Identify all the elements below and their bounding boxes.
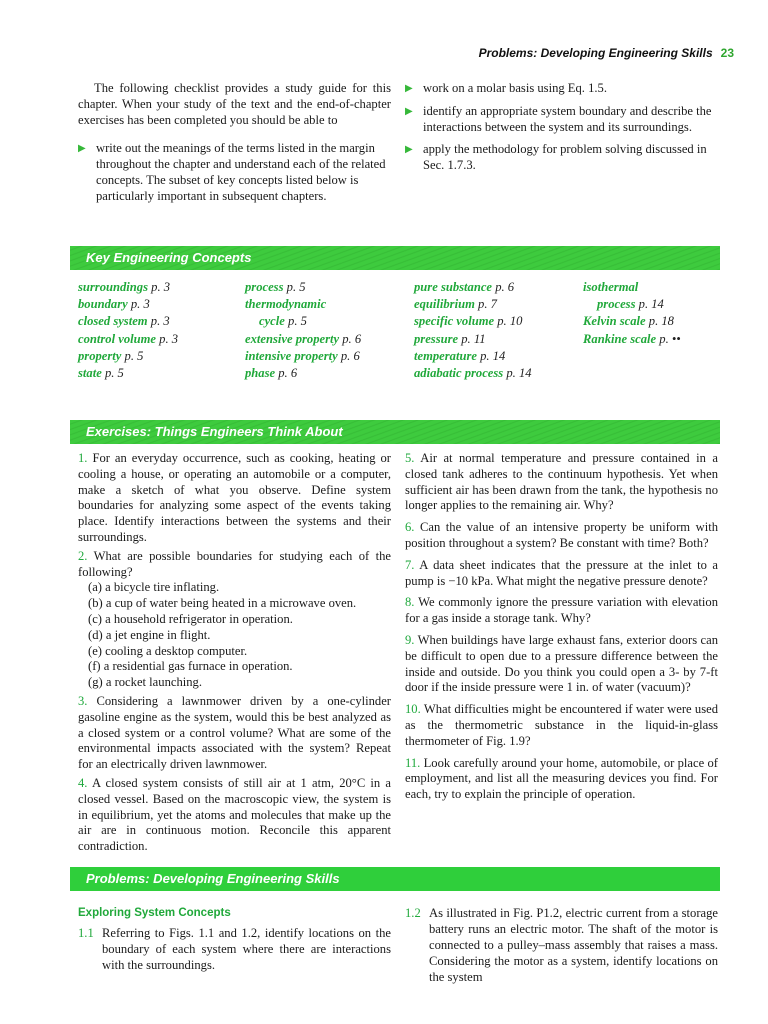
- exercise-text: Can the value of an intensive property be uniform with position throughout a system? Be constant with time? Both?: [405, 520, 718, 550]
- exercise-item: [405, 633, 718, 696]
- concept-page: p. 3: [130, 297, 150, 312]
- problems-right-column: [405, 905, 718, 985]
- exercise-text: We commonly ignore the pressure variation with elevation for a gas inside a storage tank. Why?: [405, 595, 719, 626]
- concept-page: p. 10: [497, 314, 523, 329]
- intro-right-column: [405, 80, 718, 179]
- concept-entry: [583, 296, 681, 313]
- exercise-number: 11.: [405, 755, 421, 770]
- concept-term: pressure: [414, 331, 459, 346]
- exercises-banner: Exercises: Things Engineers Think About: [70, 420, 720, 444]
- concept-entry: [245, 279, 361, 296]
- exercise-subitem: (g) a rocket launching.: [88, 675, 202, 690]
- bullet-text: work on a molar basis using Eq. 1.5.: [423, 81, 607, 95]
- exercise-item: [78, 451, 391, 546]
- exercise-number: 3.: [78, 693, 88, 708]
- exercise-number: 6.: [405, 520, 415, 535]
- concept-term: phase: [245, 366, 276, 381]
- exercise-item: [405, 756, 718, 803]
- concept-term: surroundings: [78, 280, 149, 294]
- exercise-item: [405, 520, 718, 552]
- exercise-subitem: (f) a residential gas furnace in operation.: [88, 659, 293, 674]
- concept-page: p. 6: [495, 280, 515, 294]
- exercise-subitem: (e) cooling a desktop computer.: [88, 643, 248, 658]
- exercise-text: Considering a lawnmower driven by a one-cylinder gasoline engine as the system, would this be best analyzed as a closed system or a control volume? What are some of the environmental impacts associated with the system? Repeat for an electrically driven lawnmower.: [78, 693, 391, 772]
- concept-term: Rankine scale: [583, 331, 657, 346]
- concept-page: p. 7: [478, 297, 497, 312]
- concept-entry: [245, 348, 361, 365]
- triangle-bullet-icon: ▶: [405, 106, 413, 117]
- concepts-column-3: [414, 279, 532, 382]
- concept-entry: [583, 279, 681, 296]
- exercises-left-column: [78, 451, 391, 858]
- exercise-text: What difficulties might be encountered if water were used as the thermometric substance in the liquid-in-glass thermometer of Fig. 1.9?: [405, 702, 719, 748]
- concept-term: process: [597, 297, 636, 312]
- concept-term: pure substance: [414, 280, 493, 294]
- concept-page: p. 3: [159, 331, 179, 346]
- concept-entry: [414, 365, 532, 382]
- page-number: 23: [720, 46, 734, 60]
- concept-term: adiabatic process: [414, 366, 504, 381]
- concept-term: intensive property: [245, 348, 338, 363]
- bullet-text: identify an appropriate system boundary and describe the interactions between the system and its surroundings.: [423, 104, 712, 134]
- checklist-bullet: [405, 80, 718, 97]
- exercise-text: What are possible boundaries for studying each of the following?: [78, 548, 391, 579]
- bullet-text: write out the meanings of the terms listed in the margin throughout the chapter and understand each of the related concepts. The subset of key concepts listed below is particularly important in subsequent chapters.: [96, 141, 386, 203]
- triangle-bullet-icon: ▶: [405, 144, 413, 155]
- concept-term: cycle: [259, 314, 285, 329]
- exercise-subitem: (b) a cup of water being heated in a microwave oven.: [88, 596, 357, 611]
- problems-left-column: [78, 905, 391, 973]
- concept-entry: [78, 296, 178, 313]
- concept-page: p. 6: [278, 366, 298, 381]
- exercise-number: 8.: [405, 595, 415, 610]
- checklist-bullet: [405, 103, 718, 135]
- problem-item: [78, 925, 391, 973]
- concept-page: p. 5: [104, 366, 124, 381]
- checklist-bullet: [78, 140, 391, 204]
- concept-page: p. 6: [342, 331, 362, 346]
- concept-entry: [414, 279, 532, 296]
- exercise-subitem: (a) a bicycle tire inflating.: [88, 580, 220, 595]
- concept-page: p. 5: [288, 314, 307, 329]
- problem-text: Referring to Figs. 1.1 and 1.2, identify locations on the boundary of each system where there are interactions with the surroundings.: [102, 926, 391, 972]
- concept-entry: [414, 348, 532, 365]
- exercise-item: [78, 776, 391, 855]
- concept-term: extensive property: [245, 331, 340, 346]
- exercise-subitem: (d) a jet engine in flight.: [88, 627, 211, 642]
- running-head-title: Problems: Developing Engineering Skills: [478, 46, 713, 60]
- exercise-item: [78, 694, 391, 773]
- concept-entry: [78, 348, 178, 365]
- triangle-bullet-icon: ▶: [78, 143, 86, 154]
- exercise-number: 9.: [405, 632, 415, 647]
- concepts-column-4: [583, 279, 681, 348]
- concept-term: boundary: [78, 297, 128, 312]
- exercise-item: [405, 451, 718, 514]
- exercise-item: [78, 549, 391, 581]
- intro-paragraph: The following checklist provides a study guide for this chapter. When your study of the text and the end-of-chapter exercises has been completed you should be able to: [78, 81, 391, 127]
- exercise-text: Look carefully around your home, automobile, or place of employment, and list all the measuring devices you find. For each, try to explain the principle of operation.: [405, 755, 718, 802]
- concepts-column-2: [245, 279, 361, 382]
- triangle-bullet-icon: ▶: [405, 83, 413, 94]
- concept-term: property: [78, 348, 122, 363]
- concept-term: state: [78, 366, 102, 381]
- concept-term: specific volume: [414, 314, 495, 329]
- bullet-text: apply the methodology for problem solving discussed in Sec. 1.7.3.: [423, 142, 707, 172]
- concept-term: temperature: [414, 348, 477, 363]
- concept-page: p. 5: [124, 348, 144, 363]
- intro-left-column: [78, 80, 391, 210]
- concept-term: equilibrium: [414, 297, 475, 312]
- exercise-number: 1.: [78, 451, 88, 465]
- exercises-right-column: [405, 451, 718, 809]
- exercise-number: 10.: [405, 702, 421, 717]
- exercise-text: Air at normal temperature and pressure contained in a closed tank adheres to the continuum hypothesis. Yet when sufficient air has been drawn from the tank, the hypothesis no longer applies to the remaining air. Why?: [405, 451, 718, 513]
- checklist-bullet: [405, 141, 718, 173]
- concept-page: p. 14: [480, 348, 506, 363]
- concept-term: process: [245, 280, 284, 294]
- problem-number: 1.2: [405, 906, 421, 920]
- concept-page: p. 3: [151, 280, 171, 294]
- concept-entry: [78, 365, 178, 382]
- exercise-text: When buildings have large exhaust fans, exterior doors can be difficult to open due to a pressure difference between the inside and outside. Do you think you could open a 3- by 7-ft door if the inside pressure were 1 in. of water (vacuum)?: [405, 632, 719, 695]
- concept-entry: [414, 313, 532, 330]
- concept-entry: [414, 296, 532, 313]
- exercise-text: A data sheet indicates that the pressure at the inlet to a pump is −10 kPa. What might the negative pressure denote?: [405, 557, 718, 588]
- concept-page: p. 14: [506, 366, 532, 381]
- exercise-text: A closed system consists of still air at 1 atm, 20°C in a closed vessel. Based on the macroscopic view, the system is in equilibrium, yet the atoms and molecules that make up the air are in continuous motion. Reconcile this apparent contradiction.: [78, 775, 391, 854]
- concept-entry: [414, 331, 532, 348]
- concept-page: p. 5: [286, 280, 306, 294]
- concept-entry: [245, 313, 361, 330]
- exercise-number: 7.: [405, 557, 415, 572]
- exercise-number: 5.: [405, 451, 415, 465]
- exercise-item: [405, 595, 718, 627]
- concept-page: p. 3: [150, 314, 170, 329]
- section-heading: Exploring System Concepts: [78, 907, 231, 919]
- concept-entry: [78, 313, 178, 330]
- concepts-column-1: [78, 279, 178, 382]
- concept-term: control volume: [78, 331, 157, 346]
- concept-page: p. ••: [659, 331, 681, 346]
- concept-page: p. 14: [638, 297, 664, 312]
- concept-entry: [245, 365, 361, 382]
- exercise-subitem: (c) a household refrigerator in operation.: [88, 611, 293, 626]
- problem-number: 1.1: [78, 926, 94, 940]
- concept-entry: [583, 313, 681, 330]
- concept-page: p. 18: [648, 314, 674, 329]
- concept-term: isothermal: [583, 280, 639, 294]
- concept-term: thermodynamic: [245, 297, 327, 312]
- running-head: [479, 46, 734, 60]
- concept-term: Kelvin scale: [583, 314, 646, 329]
- concept-entry: [245, 331, 361, 348]
- exercise-item: [405, 702, 718, 749]
- exercise-text: For an everyday occurrence, such as cooking, heating or cooling a house, or operating an automobile or a computer, make a sketch of what you observe. Define system boundaries for analyzing some aspect of the events taking place. Identify interactions between the systems and their surroundings.: [78, 451, 391, 544]
- concept-entry: [245, 296, 361, 313]
- problems-banner: Problems: Developing Engineering Skills: [70, 867, 720, 891]
- concept-page: p. 6: [340, 348, 360, 363]
- concept-page: p. 11: [461, 331, 486, 346]
- concept-entry: [583, 331, 681, 348]
- exercise-number: 2.: [78, 548, 88, 563]
- problem-item: [405, 905, 718, 985]
- exercise-item: [405, 558, 718, 590]
- concept-entry: [78, 279, 178, 296]
- problem-text: As illustrated in Fig. P1.2, electric current from a storage battery runs an electric motor. The shaft of the motor is connected to a pulley–mass assembly that raises a mass. Considering the motor as a system, identify locations on the system: [429, 906, 718, 984]
- key-concepts-banner: Key Engineering Concepts: [70, 246, 720, 270]
- exercise-number: 4.: [78, 775, 88, 790]
- concept-term: closed system: [78, 314, 148, 329]
- concept-entry: [78, 331, 178, 348]
